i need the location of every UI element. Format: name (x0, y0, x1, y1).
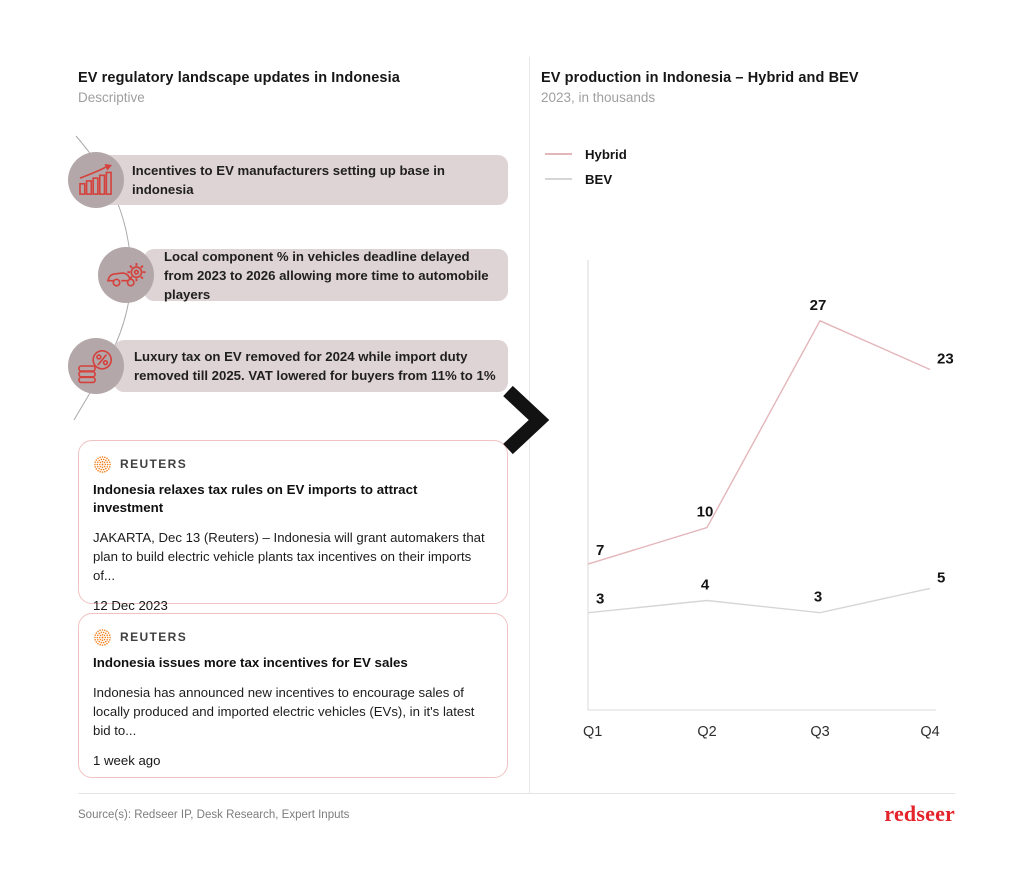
chart-legend (545, 146, 627, 187)
timeline-item-text: Local component % in vehicles deadline delayed from 2023 to 2026 allowing more time to automobile players (164, 248, 489, 302)
reuters-logo-icon (93, 628, 112, 647)
news-body: Indonesia has announced new incentives to encourage sales of locally produced and imported electric vehicles (EVs), in it's latest bid to... (93, 684, 475, 738)
right-panel-header (541, 70, 859, 105)
data-label: 3 (813, 588, 823, 606)
news-card (78, 440, 508, 613)
legend-swatch (545, 178, 572, 180)
line-chart-svg (540, 240, 1010, 760)
x-tick-label: Q1 (583, 724, 603, 740)
legend-item (545, 146, 627, 162)
timeline-item-local-component (144, 249, 508, 301)
data-label: 10 (696, 503, 714, 521)
data-label: 5 (937, 569, 946, 587)
series-line-hybrid (588, 321, 930, 564)
series-line-bev (588, 588, 930, 612)
left-panel-title: EV regulatory landscape updates in Indonesia (78, 70, 400, 86)
timeline-icon-circle (68, 152, 124, 208)
x-tick-label: Q4 (920, 724, 940, 740)
data-label: 23 (937, 350, 954, 368)
x-tick-label: Q3 (810, 724, 830, 740)
chart-subtitle: 2023, in thousands (541, 90, 656, 105)
timeline-item-text: Luxury tax on EV removed for 2024 while import duty removed till 2025. VAT lowered for buyers from 11% to 1% (134, 349, 496, 383)
timeline-item-incentives (96, 155, 508, 205)
data-label: 27 (809, 296, 827, 314)
news-headline: Indonesia issues more tax incentives for EV sales (93, 655, 408, 670)
news-body: JAKARTA, Dec 13 (Reuters) – Indonesia will grant automakers that plan to build electric vehicle plants tax incentives on their imports of... (93, 529, 485, 583)
news-source-name: REUTERS (120, 630, 188, 644)
data-label: 3 (596, 590, 605, 608)
news-source-name: REUTERS (120, 457, 188, 471)
legend-item (545, 171, 627, 187)
data-label: 4 (700, 576, 710, 594)
legend-label: BEV (585, 171, 613, 187)
timeline-item-luxury-tax (114, 340, 508, 392)
growth-chart-icon (77, 164, 115, 196)
x-tick-label: Q2 (697, 724, 717, 740)
left-panel-header (78, 70, 400, 105)
source-note: Source(s): Redseer IP, Desk Research, Expert Inputs (78, 809, 350, 821)
timeline-icon-circle (98, 247, 154, 303)
chart-title: EV production in Indonesia – Hybrid and BEV (541, 70, 859, 86)
legend-label: Hybrid (585, 146, 627, 162)
car-gear-icon (105, 257, 147, 293)
news-date: 12 Dec 2023 (93, 597, 168, 613)
timeline-item-text: Incentives to EV manufacturers setting up base in indonesia (132, 163, 445, 197)
legend-swatch (545, 153, 572, 155)
news-source-row (93, 454, 490, 474)
news-card (78, 613, 508, 778)
news-source-row (93, 627, 490, 647)
redseer-logo: redseer (884, 801, 955, 826)
timeline-icon-circle (68, 338, 124, 394)
news-date: 1 week ago (93, 752, 161, 768)
coins-percent-icon (77, 348, 115, 384)
line-chart (540, 240, 1010, 765)
left-panel-subtitle: Descriptive (78, 90, 145, 105)
footer-divider (78, 793, 955, 794)
reuters-logo-icon (93, 455, 112, 474)
news-headline: Indonesia relaxes tax rules on EV imports to attract investment (93, 482, 418, 515)
data-label: 7 (596, 542, 605, 560)
